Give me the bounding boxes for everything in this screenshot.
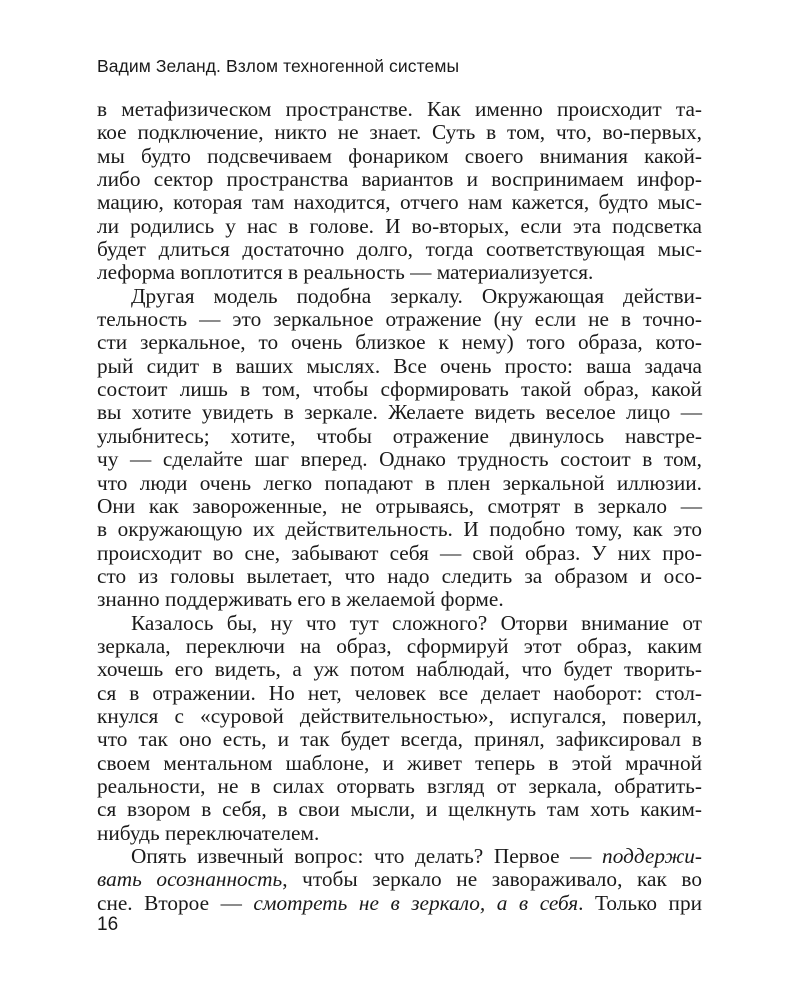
emphasized-text: вать осознанность — [97, 867, 283, 892]
text-segment: происходит во сне, забывают себя — свой образ. У них про- — [97, 540, 702, 565]
text-segment: будет длиться достаточно долго, тогда соответствующая мыс- — [97, 237, 702, 262]
text-line — [97, 378, 702, 401]
text-segment: улыбнитесь; хотите, чтобы отражение двинулось навстре- — [97, 423, 702, 448]
text-line — [97, 798, 702, 821]
text-segment: леформа воплотится в реальность — материализуется. — [97, 260, 594, 285]
text-line — [97, 518, 702, 541]
text-line — [97, 682, 702, 705]
text-segment: сти зеркальное, то очень близкое к нему) того образа, кото- — [97, 330, 702, 355]
emphasized-text: смотреть не в зеркало, а в себя — [253, 890, 579, 915]
text-line — [97, 752, 702, 775]
text-segment: тельность — это зеркальное отражение (ну если не в точно- — [97, 307, 702, 332]
text-segment: знанно поддерживать его в желаемой форме. — [97, 587, 504, 612]
text-line — [97, 822, 702, 845]
text-line — [97, 285, 702, 308]
text-line — [97, 121, 702, 144]
text-line — [97, 472, 702, 495]
text-segment: кнулся с «суровой действительностью», испугался, поверил, — [97, 703, 702, 728]
text-segment: сне. Второе — — [97, 890, 254, 915]
text-segment: либо сектор пространства вариантов и воспринимаем инфор- — [97, 167, 702, 192]
text-segment: состоит лишь в том, чтобы сформировать такой образ, какой — [97, 377, 702, 402]
text-line — [97, 705, 702, 728]
text-segment: реальности, не в силах оторвать взгляд от зеркала, обратить- — [97, 773, 702, 798]
text-segment: , чтобы зеркало не завораживало, как во — [282, 867, 702, 892]
text-segment: зеркала, переключи на образ, сформируй этот образ, каким — [97, 633, 702, 658]
text-segment: нибудь переключателем. — [97, 820, 320, 845]
text-line — [97, 215, 702, 238]
text-segment: сто из головы вылетает, что надо следить за образом и осо- — [97, 563, 702, 588]
text-segment: ли родились у нас в голове. И во-вторых, если эта подсветка — [97, 213, 702, 238]
text-segment: мацию, которая там находится, отчего нам кажется, будто мыс- — [97, 190, 702, 215]
text-segment: в окружающую их действительность. И подобно тому, как это — [97, 517, 702, 542]
text-line — [97, 868, 702, 891]
text-segment: в метафизическом пространстве. Как именно происходит та- — [97, 97, 702, 121]
text-segment: ся в отражении. Но нет, человек все делает наоборот: стол- — [97, 680, 702, 705]
text-segment: своем ментальном шаблоне, и живет теперь в этой мрачной — [97, 750, 702, 775]
text-line — [97, 588, 702, 611]
text-line — [97, 775, 702, 798]
text-segment: Они как завороженные, не отрываясь, смотрят в зеркало — — [97, 493, 702, 518]
text-segment: ся взором в себя, в свои мысли, и щелкнуть там хоть каким- — [97, 797, 702, 822]
text-line — [97, 845, 702, 868]
text-line — [97, 542, 702, 565]
text-segment: Опять извечный вопрос: что делать? Первое — — [131, 844, 603, 868]
running-header: Вадим Зеланд. Взлом техногенной системы — [97, 56, 460, 76]
page-number: 16 — [97, 914, 119, 935]
text-line — [97, 401, 702, 424]
text-line — [97, 308, 702, 331]
body-text — [97, 98, 702, 915]
text-segment: . Только при — [578, 890, 702, 915]
text-line — [97, 658, 702, 681]
text-segment: что так оно есть, и так будет всегда, принял, зафиксировал в — [97, 727, 702, 752]
text-line — [97, 355, 702, 378]
text-line — [97, 191, 702, 214]
text-line — [97, 892, 702, 915]
text-line — [97, 495, 702, 518]
text-line — [97, 425, 702, 448]
text-segment: Другая модель подобна зеркалу. Окружающая действи- — [131, 283, 702, 308]
text-segment: вы хотите увидеть в зеркале. Желаете видеть веселое лицо — — [97, 400, 702, 425]
text-segment: Казалось бы, ну что тут сложного? Оторви внимание от — [131, 610, 702, 635]
text-segment: чу — сделайте шаг вперед. Однако трудность состоит в том, — [97, 447, 702, 472]
text-line — [97, 145, 702, 168]
text-line — [97, 728, 702, 751]
text-segment: кое подключение, никто не знает. Суть в том, что, во-первых, — [97, 120, 702, 145]
text-line — [97, 261, 702, 284]
text-line — [97, 331, 702, 354]
text-line — [97, 448, 702, 471]
text-segment: что люди очень легко попадают в плен зеркальной иллюзии. — [97, 470, 702, 495]
text-line — [97, 238, 702, 261]
text-segment: хочешь его видеть, а уж потом наблюдай, что будет творить- — [97, 657, 702, 682]
emphasized-text: поддержи- — [602, 844, 702, 868]
text-line — [97, 635, 702, 658]
text-line — [97, 168, 702, 191]
text-segment: рый сидит в ваших мыслях. Все очень просто: ваша задача — [97, 353, 702, 378]
text-segment: мы будто подсвечиваем фонариком своего внимания какой- — [97, 143, 702, 168]
text-line — [97, 565, 702, 588]
text-line — [97, 612, 702, 635]
text-line — [97, 98, 702, 121]
